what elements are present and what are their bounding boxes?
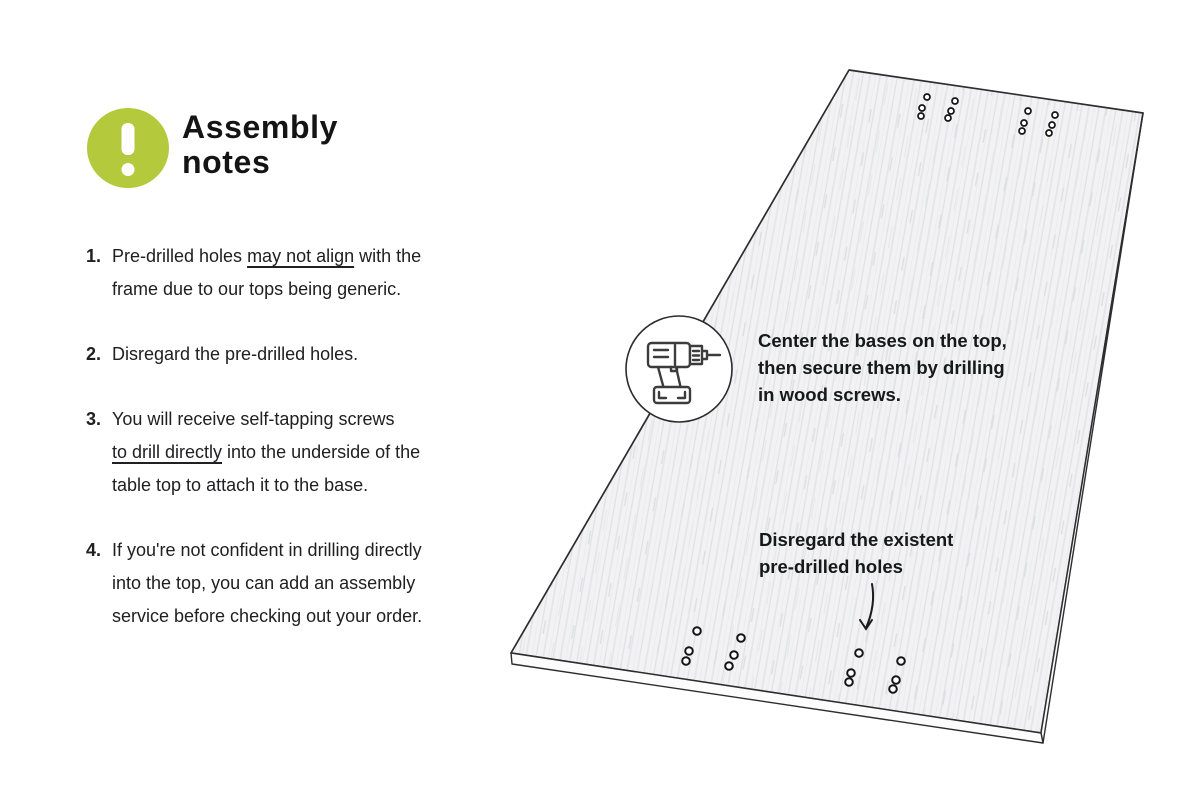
note-text-segment: with the: [354, 246, 422, 266]
drill-callout: [758, 327, 1007, 408]
exclamation-dot: [122, 163, 135, 176]
note-text-segment: table top to attach it to the base.: [112, 475, 369, 495]
note-text-segment: frame due to our tops being generic.: [112, 279, 402, 299]
holes-callout: [759, 526, 953, 580]
note-text-segment: into the top, you can add an assembly: [112, 573, 416, 593]
drill-callout-line: Center the bases on the top,: [758, 330, 1007, 351]
assembly-notes-list: [86, 240, 422, 665]
note-text-segment: service before checking out your order.: [112, 606, 423, 626]
page-title-line1: Assembly: [182, 109, 338, 145]
drill-callout-line: in wood screws.: [758, 384, 901, 405]
note-text: [112, 338, 358, 371]
note-text-segment: If you're not confident in drilling directly: [112, 540, 422, 560]
note-text-segment: Disregard the pre-drilled holes.: [112, 344, 359, 364]
note-number: 1.: [86, 246, 102, 266]
note-text-segment: You will receive self-tapping screws: [112, 409, 395, 429]
holes-callout-line: pre-drilled holes: [759, 556, 903, 577]
note-number: 3.: [86, 409, 102, 429]
note-item-1: [86, 240, 422, 306]
note-text: [112, 403, 420, 502]
note-item-3: [86, 403, 422, 502]
note-text-segment: Pre-drilled holes: [112, 246, 248, 266]
note-text-segment: into the underside of the: [222, 442, 421, 462]
note-text: [112, 240, 421, 306]
note-text: [112, 534, 422, 633]
note-text-segment-underlined: to drill directly: [112, 442, 223, 462]
drill-badge: [626, 316, 732, 422]
holes-callout-line: Disregard the existent: [759, 529, 954, 550]
exclamation-icon: [87, 108, 169, 188]
drill-callout-line: then secure them by drilling: [758, 357, 1005, 378]
note-item-2: [86, 338, 422, 371]
note-number: 2.: [86, 344, 102, 364]
exclamation-bar: [122, 123, 135, 155]
page-title: [182, 110, 338, 180]
note-item-4: [86, 534, 422, 633]
page-title-line2: notes: [182, 144, 271, 180]
note-number: 4.: [86, 540, 102, 560]
note-text-segment-underlined: may not align: [247, 246, 355, 266]
